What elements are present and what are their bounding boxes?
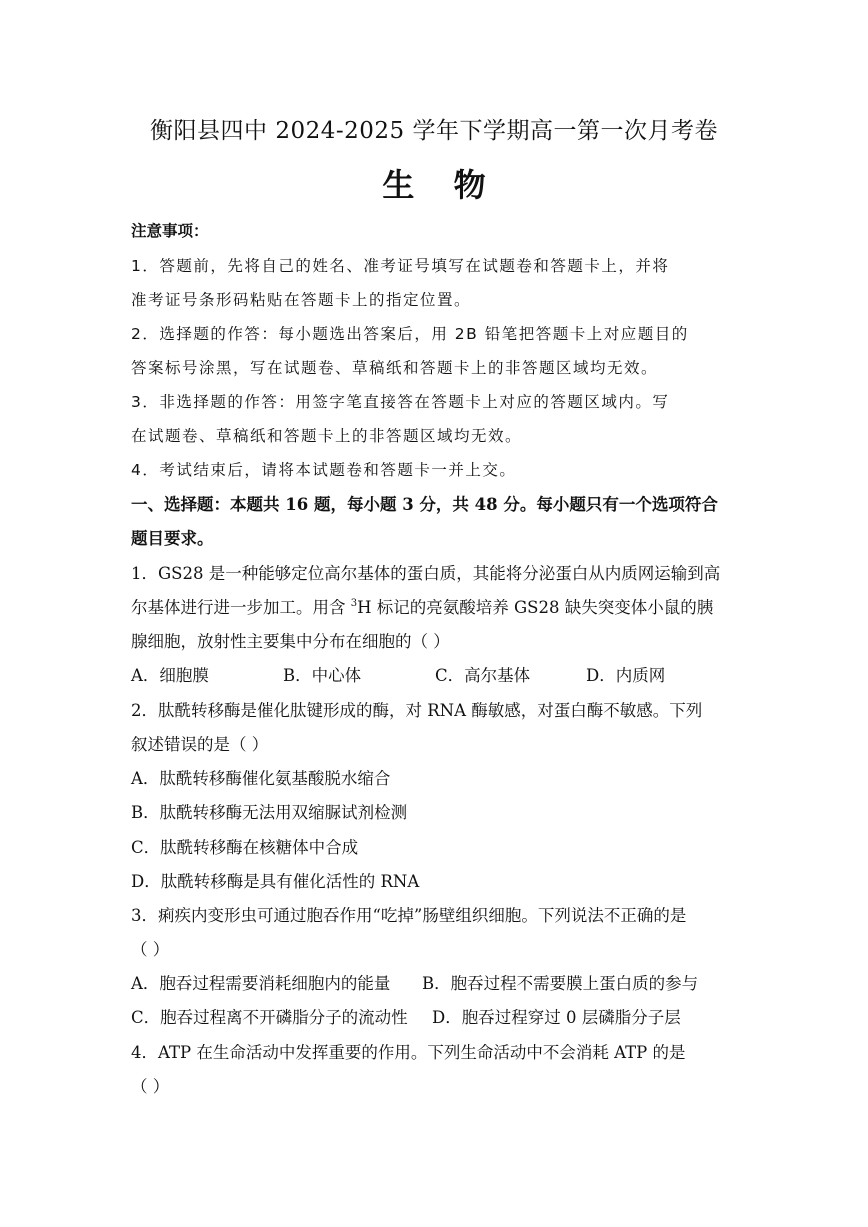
notes-heading: 注意事项：	[131, 221, 209, 240]
question-2-option-c: C．肽酰转移酶在核糖体中合成	[131, 838, 359, 857]
question-3-options-row2	[131, 1007, 743, 1029]
question-2-stem: 2．肽酰转移酶是催化肽键形成的酶，对 RNA 酶敏感，对蛋白酶不敏感。下列	[131, 701, 703, 720]
question-2-option-d: D．肽酰转移酶是具有催化活性的 RNA	[131, 872, 420, 891]
option-c: C．胞吞过程离不开磷脂分子的流动性	[131, 1008, 408, 1027]
question-2-option-b: B．肽酰转移酶无法用双缩脲试剂检测	[131, 803, 408, 822]
note-line: 1．答题前，先将自己的姓名、准考证号填写在试题卷和答题卡上，并将	[131, 257, 670, 275]
option-b: B．中心体	[283, 666, 362, 685]
option-d: D．胞吞过程穿过 0 层磷脂分子层	[432, 1008, 681, 1027]
question-1-stem-end: 腺细胞，放射性主要集中分布在细胞的（ ）	[131, 632, 450, 651]
question-4-stem-cont: （ ）	[131, 1077, 170, 1096]
option-a: A．胞吞过程需要消耗细胞内的能量	[131, 974, 391, 993]
note-line: 在试题卷、草稿纸和答题卡上的非答题区域均无效。	[131, 427, 523, 445]
question-1-stem: 1．GS28 是一种能够定位高尔基体的蛋白质，其能将分泌蛋白从内质网运输到高	[131, 564, 721, 583]
question-1-options	[131, 665, 743, 687]
option-c: C．高尔基体	[435, 666, 531, 685]
question-4-stem: 4．ATP 在生命活动中发挥重要的作用。下列生命活动中不会消耗 ATP 的是	[131, 1043, 686, 1062]
note-line: 3．非选择题的作答：用签字笔直接答在答题卡上对应的答题区域内。写	[131, 393, 670, 411]
subject-title: 生 物	[382, 166, 486, 204]
option-d: D．内质网	[586, 666, 666, 685]
section-heading: 一、选择题：本题共 16 题，每小题 3 分，共 48 分。每小题只有一个选项符合	[131, 495, 718, 514]
note-line: 2．选择题的作答：每小题选出答案后，用 2B 铅笔把答题卡上对应题目的	[131, 325, 689, 343]
note-line: 4．考试结束后，请将本试题卷和答题卡一并上交。	[131, 461, 517, 479]
question-2-option-a: A．肽酰转移酶催化氨基酸脱水缩合	[131, 769, 391, 788]
question-1-stem-cont: 尔基体进行进一步加工。用含 $^3$H 标记的亮氨酸培养 GS28 缺失突变体小鼠的胰	[131, 598, 714, 617]
section-heading-cont: 题目要求。	[131, 529, 214, 548]
note-line: 答案标号涂黑，写在试题卷、草稿纸和答题卡上的非答题区域均无效。	[131, 359, 659, 377]
note-line: 准考证号条形码粘贴在答题卡上的指定位置。	[131, 291, 472, 309]
option-b: B．胞吞过程不需要膜上蛋白质的参与	[422, 974, 699, 993]
question-3-stem-cont: （ ）	[131, 940, 170, 959]
option-a: A．细胞膜	[131, 666, 209, 685]
question-3-stem: 3．痢疾内变形虫可通过胞吞作用“吃掉”肠壁组织细胞。下列说法不正确的是	[131, 906, 687, 925]
question-2-stem-cont: 叙述错误的是（ ）	[131, 735, 269, 754]
superscript: 3	[350, 598, 358, 609]
exam-title: 衡阳县四中 2024-2025 学年下学期高一第一次月考卷	[150, 118, 718, 144]
question-3-options-row1	[131, 973, 743, 995]
